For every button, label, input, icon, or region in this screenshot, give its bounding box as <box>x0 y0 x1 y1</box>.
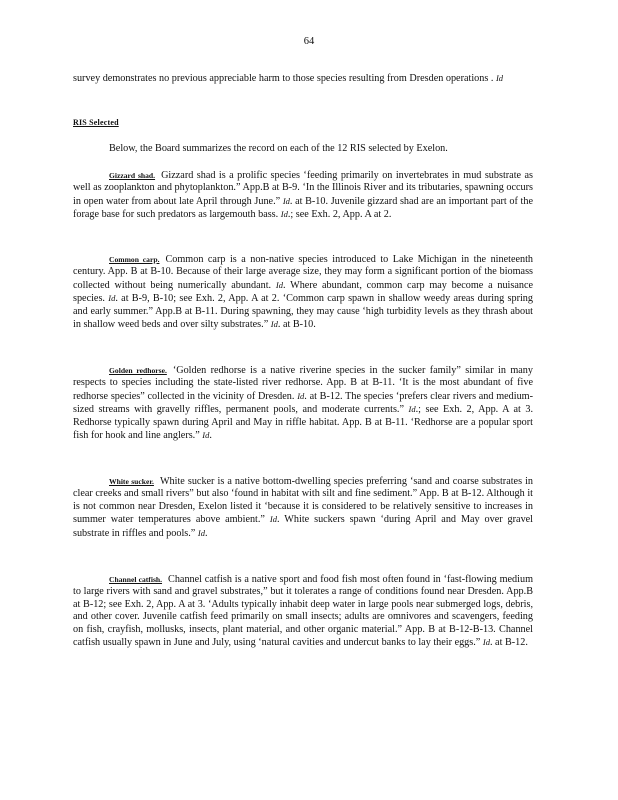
citation: Id <box>297 390 305 401</box>
intro-text: survey demonstrates no previous appreciable harm to those species resulting from Dresden operations . <box>73 73 494 84</box>
species-common-carp <box>73 254 533 331</box>
species-gizzard-shad <box>73 170 533 222</box>
citation: Id <box>280 209 288 220</box>
species-name: Channel catfish. <box>109 575 163 584</box>
species-white-sucker <box>73 476 533 540</box>
species-text: . at B-12. The species ‘prefers clear rivers and medium-sized streams with gravelly riffles, permanent pools, and moderate currents.” <box>73 390 534 416</box>
species-name: Gizzard shad. <box>109 171 156 180</box>
species-text: . White suckers spawn ‘during April and May over gravel substrate in riffles and pools.” <box>73 514 534 539</box>
species-text: .; see Exh. 2, App. A at 3. Redhorse typically spawn during April and May in riffle habitat. App. B at B-11. ‘Redhorse are a popular sport fish for hook and line anglers.” <box>73 404 533 442</box>
species-text: . <box>204 527 208 539</box>
citation: Id <box>270 319 278 330</box>
species-text: Gizzard shad is a prolific species ‘feeding primarily on invertebrates in mud substrate as well as zooplankton and phytoplankton.” App.B at B-9. ‘In the Illinois River and its tributaries, spawning occurs in open water from about late April through June.” <box>73 170 533 207</box>
citation: Id <box>197 527 205 538</box>
page-number: 64 <box>303 36 315 47</box>
species-text: . Where abundant, common carp may become a nuisance species. <box>73 279 533 305</box>
citation: Id <box>269 514 277 525</box>
species-name: Common carp. <box>109 255 160 264</box>
citation: Id <box>202 430 210 441</box>
species-text: Channel catfish is a native sport and food fish most often found in ‘fast-flowing medium to large rivers with sand and gravel substrates,” but it tolerates a range of conditions found near Dresden. App.B at B-12; see Exh. 2, App. A at 3. ‘Adults typically inhabit deep water in large pools near submerged logs, debris, and other cover. Juvenile catfish feed primarily on small insects; adults are omnivores and scavengers, feeding on fish, crayfish, mollusks, insects, plant material, and other organic material.” App. B at B-12-B-13. Channel catfish usually spawn in June and July, using ‘natural cavities and undercut banks to lay their eggs.” <box>73 574 533 649</box>
citation: Id <box>108 293 116 304</box>
species-golden-redhorse <box>73 365 533 442</box>
intro-citation: Id <box>495 73 504 83</box>
species-text: White sucker is a native bottom-dwelling species preferring ‘sand and coarse substrates in clear creeks and small rivers” but also ‘found in habitat with silt and fine sediment.” App. B at B-12. Although it is not common near Dresden, Exelon listed it ‘because it is considered to be relatively sensitive to increases in summer water temperatures above ambient.” <box>73 476 533 526</box>
species-channel-catfish <box>73 574 533 649</box>
species-text: ‘Golden redhorse is a native riverine species in the sucker family” similar in many respects to species including the state-listed river redhorse. App. B at B-11. ‘It is the most abundant of five redhorse species” collected in the vicinity of Dresden. <box>73 365 533 402</box>
species-text: . at B-10. Juvenile gizzard shad are an important part of the forage base for such predators as largemouth bass. <box>73 195 534 221</box>
species-text: . at B-10. <box>277 319 316 331</box>
species-text: . <box>209 430 212 442</box>
species-text: .; see Exh. 2, App. A at 2. <box>287 209 392 221</box>
citation: Id <box>482 637 490 648</box>
species-text: . at B-12. <box>489 637 528 649</box>
lead-paragraph: Below, the Board summarizes the record on each of the 12 RIS selected by Exelon. <box>109 143 448 154</box>
citation: Id <box>408 404 416 415</box>
species-name: Golden redhorse. <box>109 366 167 375</box>
species-text: . at B-9, B-10; see Exh. 2, App. A at 2. ‘Common carp spawn in shallow weedy areas during spring and early summer.” App.B at B-11. During spawning, they may cause ‘high turbidity levels as they thrash about in shallow weed beds and over silty substrates.” <box>73 293 533 331</box>
section-heading: RIS Selected <box>73 118 119 127</box>
intro-paragraph <box>73 72 533 85</box>
species-name: White sucker. <box>109 477 154 486</box>
citation: Id <box>282 195 290 206</box>
species-text: Common carp is a non-native species introduced to Lake Michigan in the nineteenth century. App. B at B-10. Because of their large average size, they may form a significant portion of the biomass collected without being numerically abundant. <box>73 254 534 291</box>
citation: Id <box>275 279 283 290</box>
